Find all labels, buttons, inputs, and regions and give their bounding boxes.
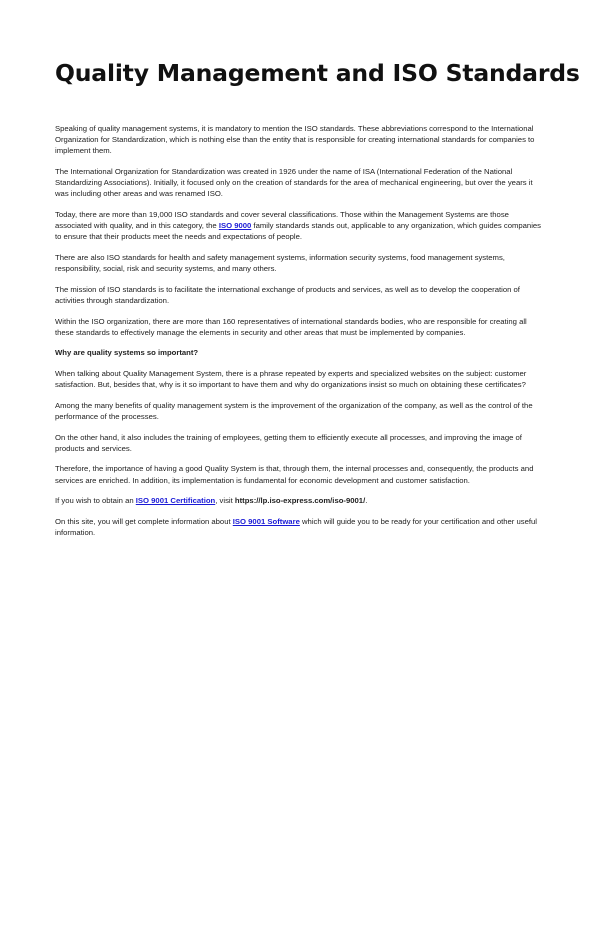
section-heading: Why are quality systems so important? — [55, 348, 199, 358]
website-url: https://lp.iso-express.com/iso-9001/ — [234, 496, 366, 506]
paragraph-importance: Therefore, the importance of having a good Quality System is that, through them, the internal processes and, consequently, the products and services are enriched. In addition, its implementation is fundamental for economic development and customer satisfaction. — [55, 464, 534, 485]
paragraph-other-standards: There are also ISO standards for health and safety management systems, information security systems, food management systems, responsibility, social, risk and security systems, and many others. — [55, 253, 505, 274]
paragraph-intro: Speaking of quality management systems, it is mandatory to mention the ISO standards. These abbreviations correspond to the International Organization for Standardization, which is nothing else than the entity that is responsible for creating international standards for companies to implement them. — [55, 124, 535, 156]
paragraph-customer-satisfaction: When talking about Quality Management System, there is a phrase repeated by experts and specialized websites on the subject: customer satisfaction. But, besides that, why is it so important to have them and why do organizations insist so much on obtaining these certificates? — [55, 368, 527, 390]
paragraph-certification — [55, 495, 547, 506]
paragraph-text: family standards stands out, applicable to any organization, which guides companies to ensure that their products meet the needs and expectations of people. — [55, 221, 542, 242]
paragraph-text: If you wish to obtain an — [55, 496, 136, 506]
iso-9000-link[interactable]: ISO 9000 — [218, 221, 252, 231]
paragraph-text: Today, there are more than 19,000 ISO standards and cover several classifications. Those within the Management Systems are those associated with quality, and in this category, the — [55, 210, 509, 231]
document-page — [55, 0, 580, 548]
article-body — [55, 123, 547, 538]
paragraph-text: , visit — [215, 496, 235, 506]
paragraph-text: On this site, you will get complete information about — [55, 516, 233, 526]
paragraph-text: which will guide you to be ready for your certification and other useful information. — [55, 516, 538, 537]
paragraph-text: . — [365, 496, 368, 506]
paragraph-training: On the other hand, it also includes the training of employees, getting them to efficiently execute all processes, and improving the image of products and services. — [55, 432, 522, 453]
iso-9001-software-link[interactable]: ISO 9001 Software — [232, 516, 300, 526]
iso-9001-certification-link[interactable]: ISO 9001 Certification — [135, 496, 216, 506]
paragraph-history: The International Organization for Standardization was created in 1926 under the name of ISA (International Federation of the National Standardizing Associations). Initially, it focused only on the creation of standards for the area of mechanical engineering, but over the years it was including other areas and was renamed ISO. — [55, 167, 533, 199]
paragraph-standards — [55, 209, 547, 243]
page-title: Quality Management and ISO Standards — [55, 59, 580, 87]
paragraph-organization: Within the ISO organization, there are more than 160 representatives of international standards bodies, who are responsible for creating all these standards to effectively manage the elements in security and other areas that must be implemented by companies. — [55, 316, 527, 337]
paragraph-mission: The mission of ISO standards is to facilitate the international exchange of products and services, as well as to develop the cooperation of activities through standardization. — [55, 284, 520, 305]
paragraph-software — [55, 516, 547, 538]
paragraph-benefits: Among the many benefits of quality management system is the improvement of the organization of the company, as well as the control of the performance of the processes. — [55, 400, 533, 421]
